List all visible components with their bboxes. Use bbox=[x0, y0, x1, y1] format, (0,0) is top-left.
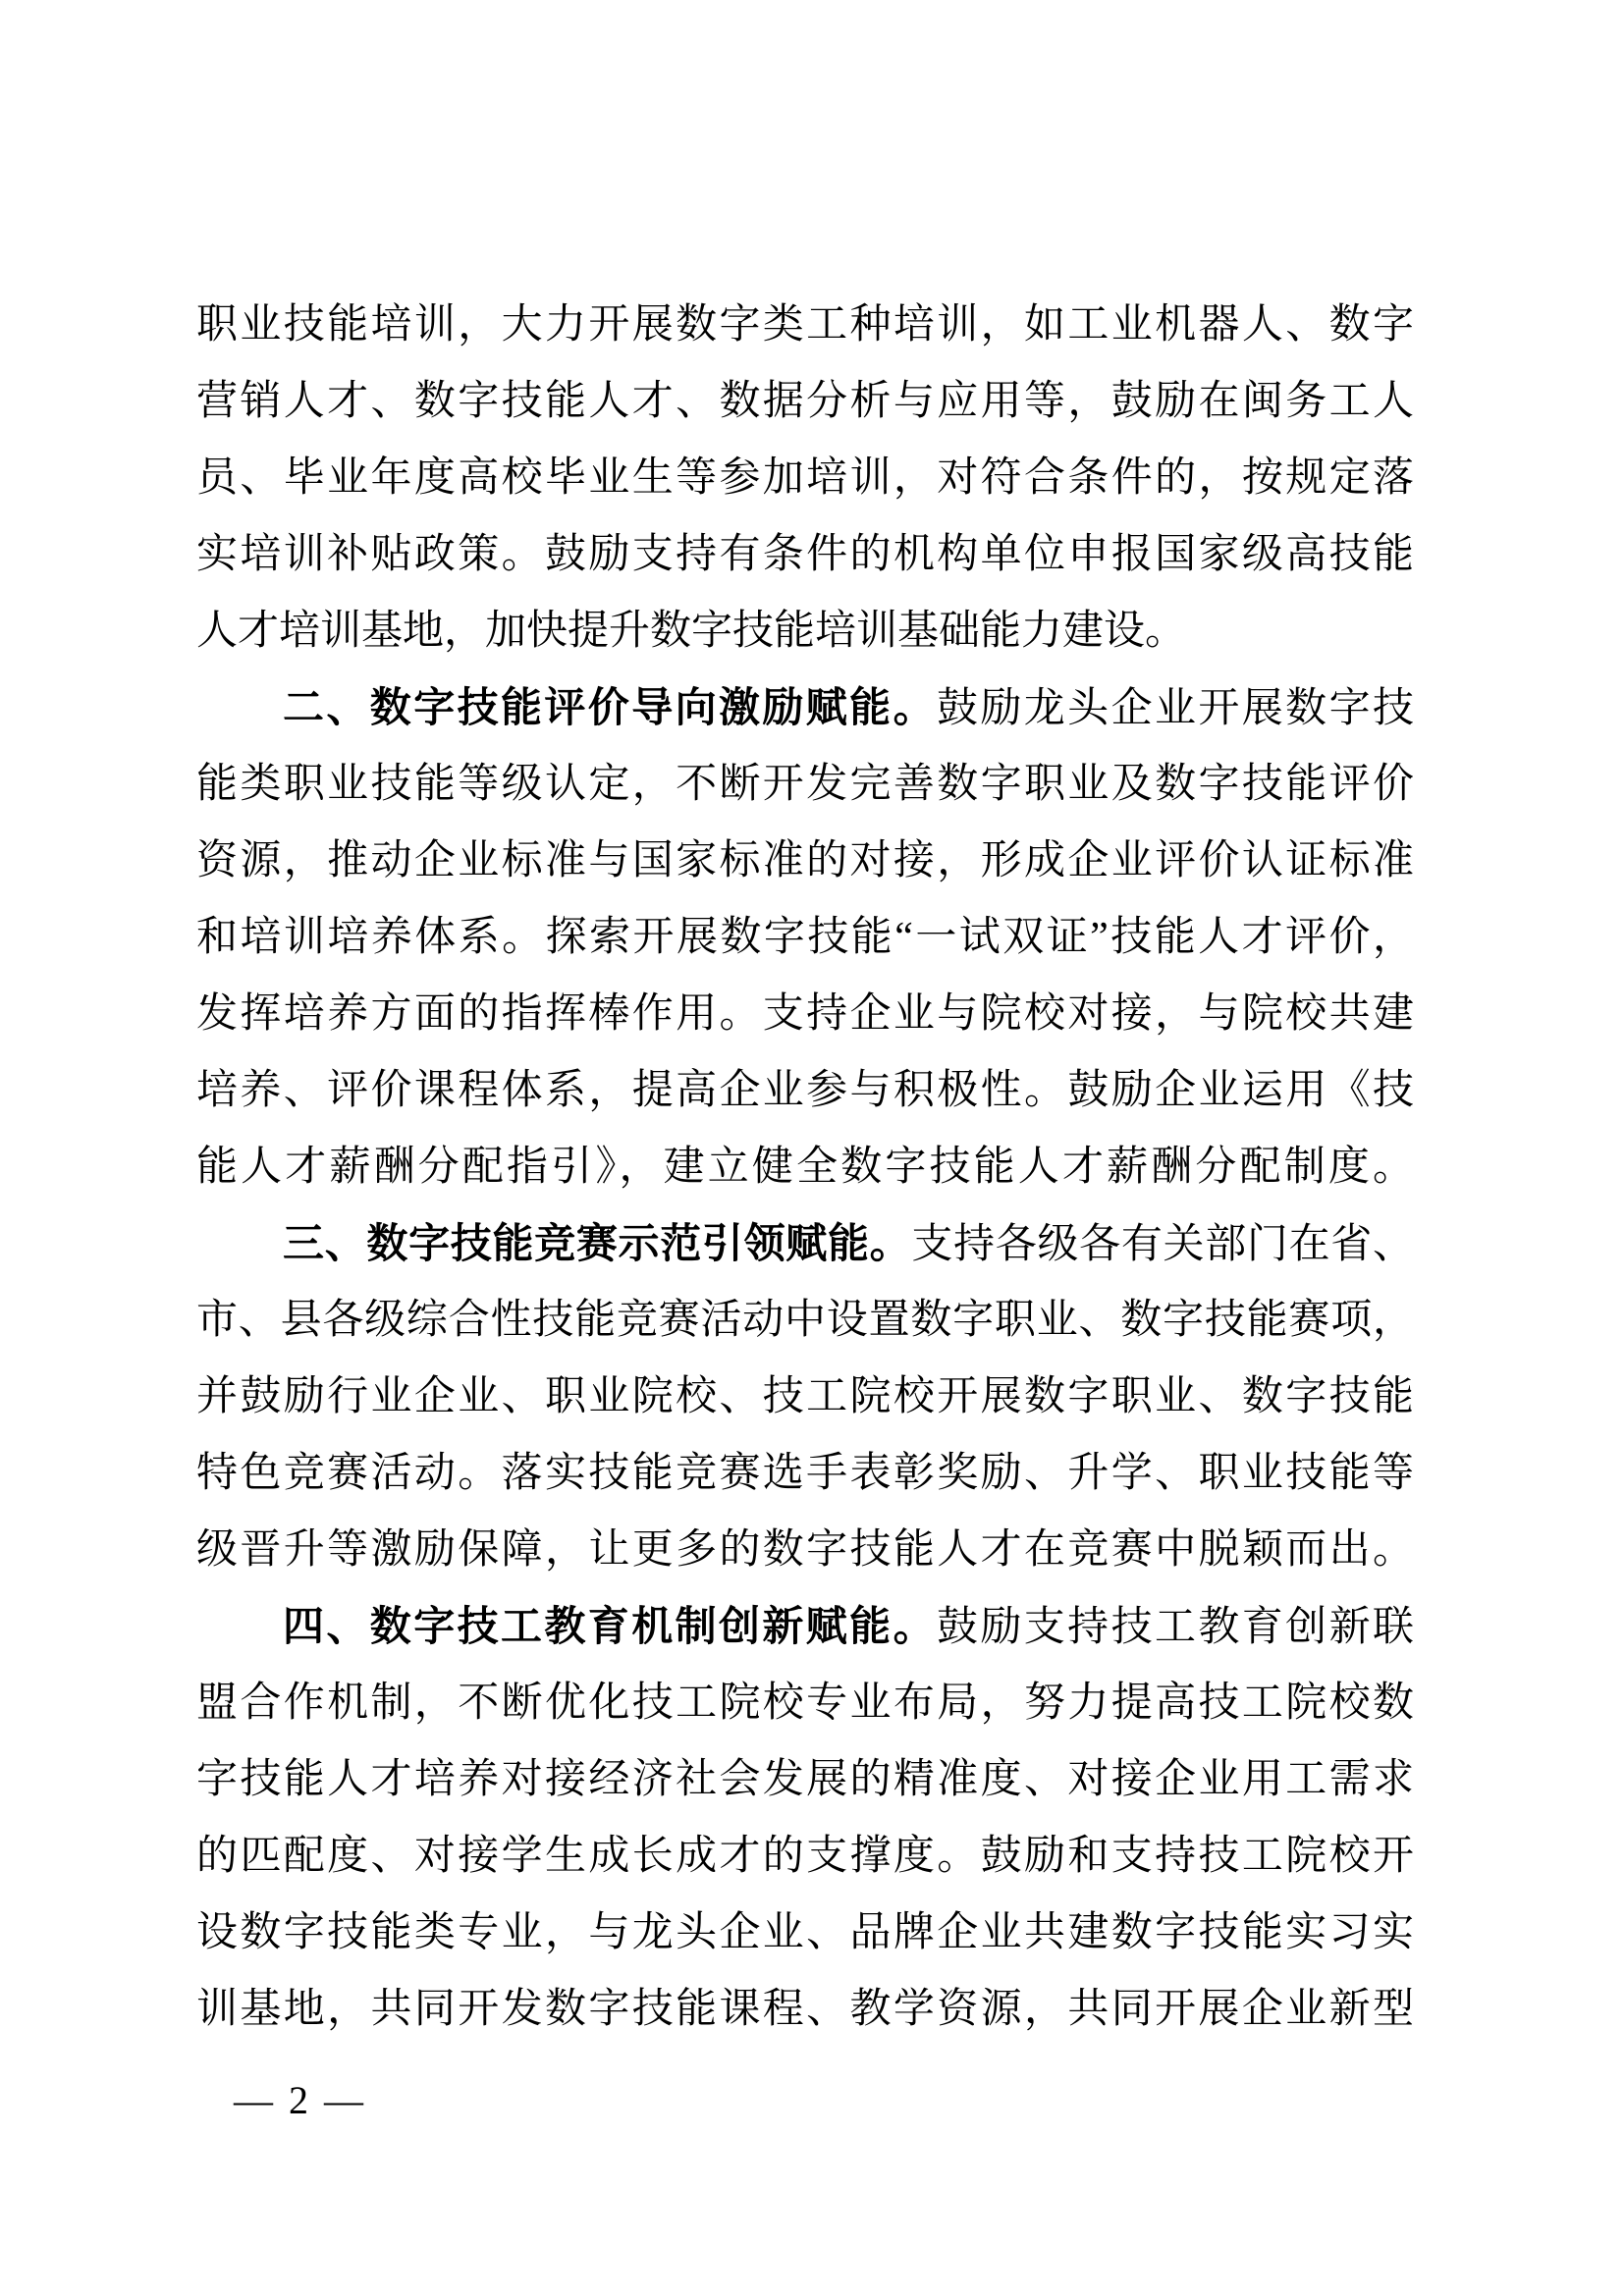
text-line: 并鼓励行业企业、职业院校、技工院校开展数字职业、数字技能 bbox=[196, 1374, 1414, 1419]
text-line: 发挥培养方面的指挥棒作用。支持企业与院校对接，与院校共建 bbox=[196, 991, 1414, 1037]
text-line: 盟合作机制，不断优化技工院校专业布局，努力提高技工院校数 bbox=[196, 1681, 1414, 1726]
section-heading-line-3 bbox=[196, 1205, 1414, 1282]
paragraph-last-line: 级晋升等激励保障，让更多的数字技能人才在竞赛中脱颖而出。 bbox=[196, 1527, 1414, 1573]
text-line: 市、县各级综合性技能竞赛活动中设置数字职业、数字技能赛项， bbox=[196, 1298, 1414, 1343]
text-line: 能类职业技能等级认定，不断开发完善数字职业及数字技能评价 bbox=[196, 762, 1414, 807]
page-number: — 2 — bbox=[234, 2078, 366, 2122]
paragraph-last-line: 能人才薪酬分配指引》，建立健全数字技能人才薪酬分配制度。 bbox=[196, 1145, 1414, 1190]
text-line: 员、毕业年度高校毕业生等参加培训，对符合条件的，按规定落 bbox=[196, 455, 1414, 501]
text-line: 营销人才、数字技能人才、数据分析与应用等，鼓励在闽务工人 bbox=[196, 379, 1414, 424]
text-line: 设数字技能类专业，与龙头企业、品牌企业共建数字技能实习实 bbox=[196, 1910, 1414, 1955]
text-line: 职业技能培训，大力开展数字类工种培训，如工业机器人、数字 bbox=[196, 302, 1414, 347]
section-heading-line-4 bbox=[196, 1588, 1414, 1665]
text-line: 和培训培养体系。探索开展数字技能“一试双证”技能人才评价， bbox=[196, 915, 1414, 960]
section-heading-line-2 bbox=[196, 669, 1414, 746]
section-3-heading: 三、数字技能竞赛示范引领赋能。 bbox=[283, 1220, 912, 1266]
text-line: 字技能人才培养对接经济社会发展的精准度、对接企业用工需求 bbox=[196, 1757, 1414, 1802]
paragraph-last-line: 人才培训基地，加快提升数字技能培训基础能力建设。 bbox=[196, 609, 1187, 654]
section-4-body-start: 鼓励支持技工教育创新联 bbox=[936, 1605, 1414, 1650]
text-line: 资源，推动企业标准与国家标准的对接，形成企业评价认证标准 bbox=[196, 838, 1414, 883]
section-4-heading: 四、数字技工教育机制创新赋能。 bbox=[283, 1603, 937, 1649]
text-line: 训基地，共同开发数字技能课程、教学资源，共同开展企业新型 bbox=[196, 1987, 1414, 2032]
text-line: 培养、评价课程体系，提高企业参与积极性。鼓励企业运用《技 bbox=[196, 1068, 1414, 1113]
section-3-body-start: 支持各级各有关部门在省、 bbox=[911, 1222, 1414, 1267]
text-line: 特色竞赛活动。落实技能竞赛选手表彰奖励、升学、职业技能等 bbox=[196, 1451, 1414, 1496]
section-2-body-start: 鼓励龙头企业开展数字技 bbox=[936, 686, 1414, 731]
text-line: 的匹配度、对接学生成长成才的支撑度。鼓励和支持技工院校开 bbox=[196, 1834, 1414, 1879]
text-line: 实培训补贴政策。鼓励支持有条件的机构单位申报国家级高技能 bbox=[196, 532, 1414, 577]
document-body bbox=[196, 287, 1414, 2048]
section-2-heading: 二、数字技能评价导向激励赋能。 bbox=[283, 684, 937, 730]
